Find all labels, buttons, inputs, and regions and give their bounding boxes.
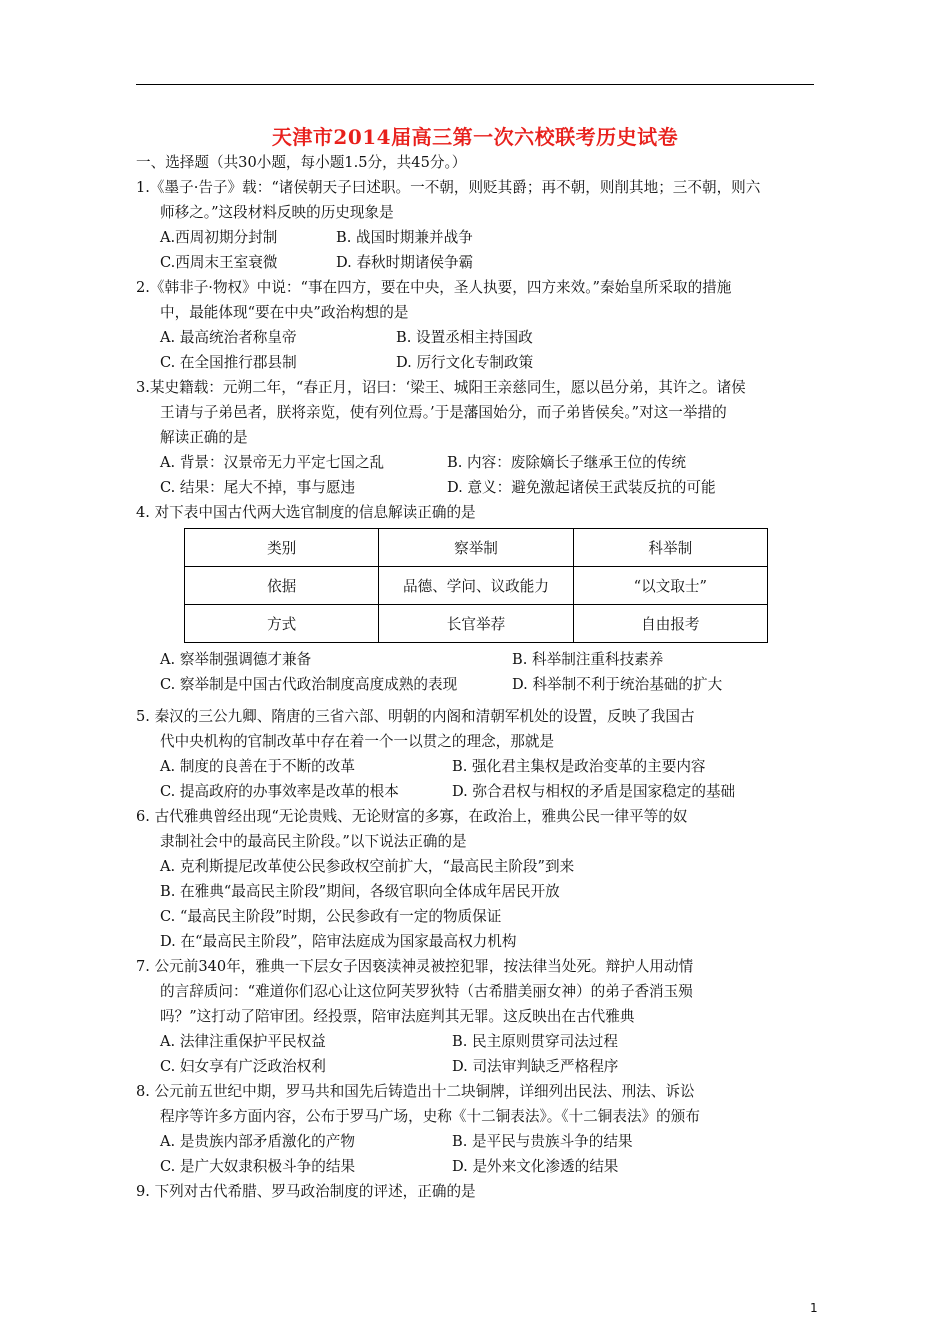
q5-option-d: D. 弥合君权与相权的矛盾是国家稳定的基础	[452, 783, 736, 800]
exam-content	[136, 150, 820, 1204]
q6-stem-line2: 隶制社会中的最高民主阶段。”以下说法正确的是	[160, 833, 467, 850]
exam-title: 天津市2014届高三第一次六校联考历史试卷	[271, 125, 679, 149]
q5-stem-line1: 5. 秦汉的三公九卿、隋唐的三省六部、明朝的内阁和清朝军机处的设置，反映了我国古	[136, 708, 695, 725]
q2-option-c: C. 在全国推行郡县制	[160, 354, 297, 371]
q8-option-b: B. 是平民与贵族斗争的结果	[452, 1133, 633, 1150]
table-cell: 自由报考	[573, 605, 767, 643]
q4-options-row1	[136, 647, 820, 672]
q3-options-row2	[136, 475, 820, 500]
q3-options-row1	[136, 450, 820, 475]
q7-option-d: D. 司法审判缺乏严格程序	[452, 1058, 619, 1075]
q3-option-c: C. 结果：尾大不掉，事与愿违	[160, 479, 356, 496]
table-cell: 长官举荐	[379, 605, 573, 643]
q8-stem-line2: 程序等许多方面内容，公布于罗马广场，史称《十二铜表法》。《十二铜表法》的颁布	[160, 1108, 700, 1125]
q3-option-d: D. 意义：避免激起诸侯王武装反抗的可能	[447, 479, 716, 496]
q2-option-b: B. 设置丞相主持国政	[396, 329, 533, 346]
q5-option-a: A. 制度的良善在于不断的改革	[160, 758, 355, 775]
section-heading: 一、选择题（共30小题，每小题1.5分，共45分。）	[136, 154, 467, 171]
q7-stem-line1: 7. 公元前340年，雅典一下层女子因亵渎神灵被控犯罪，按法律当处死。辩护人用动情	[136, 958, 694, 975]
selection-system-table	[184, 528, 768, 643]
table-row	[185, 567, 768, 605]
q4-stem: 4. 对下表中国古代两大选官制度的信息解读正确的是	[136, 504, 476, 521]
q6-option-c: C. “最高民主阶段”时期，公民参政有一定的物质保证	[160, 908, 502, 925]
q2-stem-line2: 中，最能体现“要在中央”政治构想的是	[160, 304, 409, 321]
q1-option-a: A.西周初期分封制	[160, 229, 278, 246]
q6-stem-line1: 6. 古代雅典曾经出现“无论贵贱、无论财富的多寡，在政治上，雅典公民一律平等的奴	[136, 808, 688, 825]
q2-options-row2	[136, 350, 820, 375]
q7-option-a: A. 法律注重保护平民权益	[160, 1033, 326, 1050]
q4-option-b: B. 科举制注重科技素养	[512, 651, 664, 668]
q5-options-row2	[136, 779, 820, 804]
q3-stem-line3: 解读正确的是	[160, 429, 248, 446]
table-row	[185, 605, 768, 643]
q4-option-d: D. 科举制不利于统治基础的扩大	[512, 676, 723, 693]
q5-option-c: C. 提高政府的办事效率是改革的根本	[160, 783, 399, 800]
q6-option-a: A. 克利斯提尼改革使公民参政权空前扩大，“最高民主阶段”到来	[160, 858, 575, 875]
table-cell: 察举制	[379, 529, 573, 567]
table-cell: 依据	[185, 567, 379, 605]
q8-option-c: C. 是广大奴隶积极斗争的结果	[160, 1158, 356, 1175]
q6-option-b: B. 在雅典“最高民主阶段”期间，各级官职向全体成年居民开放	[160, 883, 560, 900]
q7-stem-line3: 吗？”这打动了陪审团。经投票，陪审法庭判其无罪。这反映出在古代雅典	[160, 1008, 635, 1025]
q9-stem-line1: 9. 下列对古代希腊、罗马政治制度的评述，正确的是	[136, 1183, 476, 1200]
table-row	[185, 529, 768, 567]
table-cell: 类别	[185, 529, 379, 567]
q1-option-c: C.西周末王室衰微	[160, 254, 278, 271]
q8-option-a: A. 是贵族内部矛盾激化的产物	[160, 1133, 355, 1150]
q1-stem-line1: 1.《墨子·告子》载：“诸侯朝天子曰述职。一不朝，则贬其爵；再不朝，则削其地；三不朝，则六	[136, 179, 761, 196]
q7-options-row1	[136, 1029, 820, 1054]
q8-option-d: D. 是外来文化渗透的结果	[452, 1158, 619, 1175]
q3-option-b: B. 内容：废除嫡长子继承王位的传统	[447, 454, 686, 471]
q3-option-a: A. 背景：汉景帝无力平定七国之乱	[160, 454, 385, 471]
q7-stem-line2: 的言辞质问：“难道你们忍心让这位阿芙罗狄特（古希腊美丽女神）的弟子香消玉殒	[160, 983, 693, 1000]
q8-options-row2	[136, 1154, 820, 1179]
q7-options-row2	[136, 1054, 820, 1079]
q4-option-a: A. 察举制强调德才兼备	[160, 651, 312, 668]
q5-options-row1	[136, 754, 820, 779]
page-number: 1	[810, 1301, 818, 1315]
q5-option-b: B. 强化君主集权是政治变革的主要内容	[452, 758, 706, 775]
q1-option-b: B. 战国时期兼并战争	[336, 229, 473, 246]
q8-stem-line1: 8. 公元前五世纪中期，罗马共和国先后铸造出十二块铜牌，详细列出民法、刑法、诉讼	[136, 1083, 695, 1100]
q7-option-b: B. 民主原则贯穿司法过程	[452, 1033, 618, 1050]
q1-option-d: D. 春秋时期诸侯争霸	[336, 254, 474, 271]
q3-stem-line1: 3.某史籍载：元朔二年，“春正月，诏曰：‘梁王、城阳王亲慈同生，愿以邑分弟，其许之。诸侯	[136, 379, 746, 396]
header-rule	[136, 84, 814, 85]
q4-options-row2	[136, 672, 820, 697]
q2-stem-line1: 2.《韩非子·物权》中说：“事在四方，要在中央，圣人执要，四方来效。”秦始皇所采取的措施	[136, 279, 732, 296]
q1-options-row1	[136, 225, 820, 250]
q3-stem-line2: 王请与子弟邑者，朕将亲览，使有列位焉。’于是藩国始分，而子弟皆侯矣。”对这一举措的	[160, 404, 727, 421]
q8-options-row1	[136, 1129, 820, 1154]
q1-options-row2	[136, 250, 820, 275]
q7-option-c: C. 妇女享有广泛政治权利	[160, 1058, 326, 1075]
table-cell: 方式	[185, 605, 379, 643]
table-cell: 品德、学问、议政能力	[379, 567, 573, 605]
q2-option-a: A. 最高统治者称皇帝	[160, 329, 297, 346]
q4-option-c: C. 察举制是中国古代政治制度高度成熟的表现	[160, 676, 458, 693]
q6-option-d: D. 在“最高民主阶段”，陪审法庭成为国家最高权力机构	[160, 933, 517, 950]
q2-options-row1	[136, 325, 820, 350]
q1-stem-line2: 师移之。”这段材料反映的历史现象是	[160, 204, 394, 221]
table-cell: 科举制	[573, 529, 767, 567]
q2-option-d: D. 厉行文化专制政策	[396, 354, 534, 371]
table-cell: “以文取士”	[573, 567, 767, 605]
q5-stem-line2: 代中央机构的官制改革中存在着一个一以贯之的理念，那就是	[160, 733, 555, 750]
